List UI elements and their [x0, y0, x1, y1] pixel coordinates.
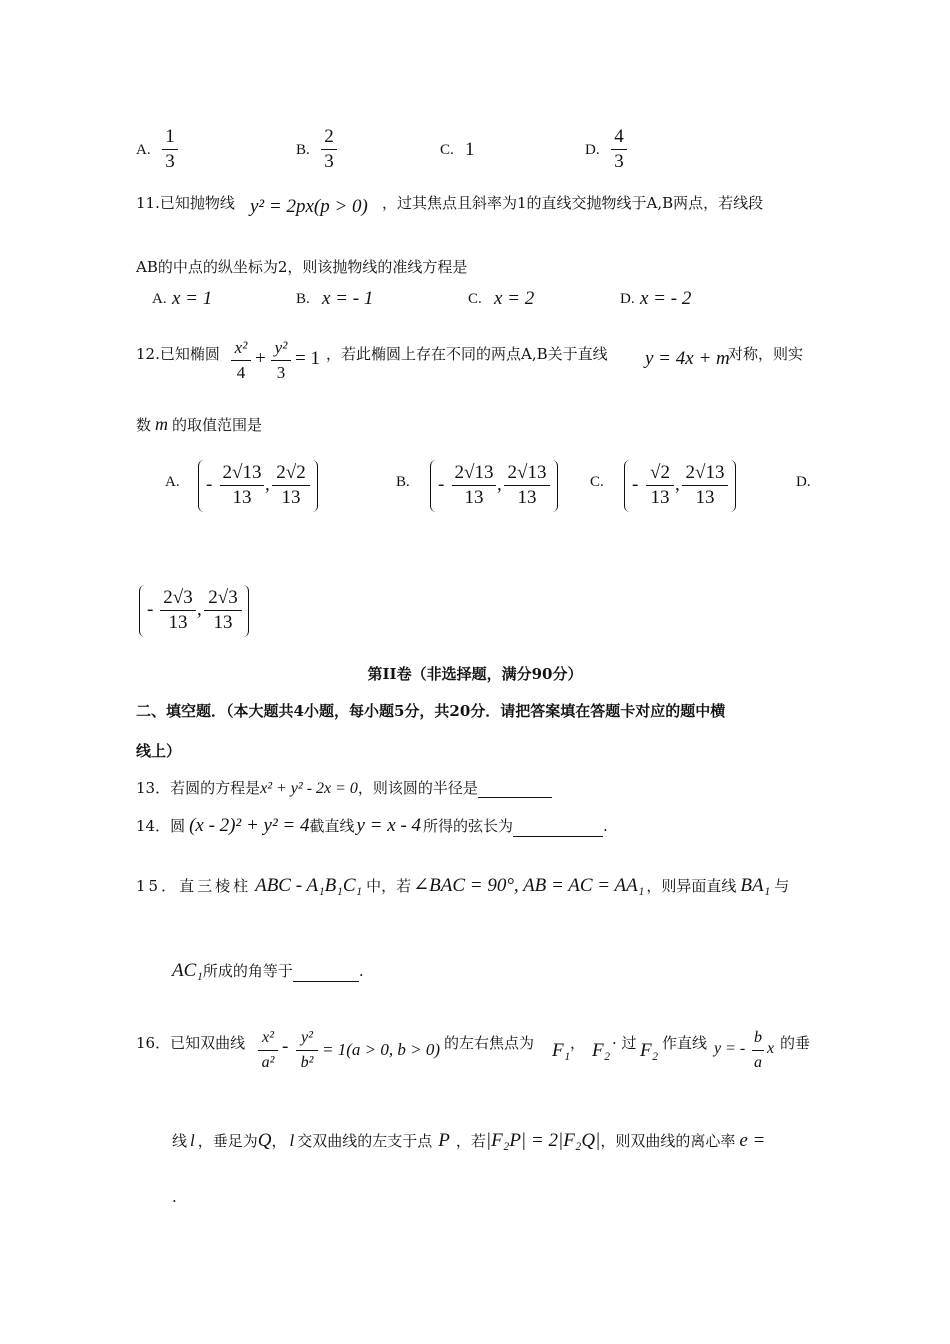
q10-b-den: 3	[324, 151, 334, 172]
q13-prefix: 13．若圆的方程是	[136, 779, 261, 797]
q11-prefix: 11.已知抛物线	[136, 194, 235, 212]
q16-term2	[296, 1028, 318, 1073]
q12-c-n2: 2√13	[685, 462, 725, 483]
q11-option-a-value: x = 1	[172, 288, 213, 309]
q12-b-frac1	[452, 463, 496, 508]
q15-line2	[172, 960, 364, 982]
q11-equation: y² = 2px(p > 0)	[250, 196, 368, 217]
q12-option-b-label: B.	[396, 474, 410, 490]
q15-answer-blank[interactable]	[293, 965, 359, 982]
q10-option-b-fraction	[321, 127, 337, 172]
q16-condition: |F₂P| = 2|F₂Q|	[485, 1130, 601, 1151]
q10-d-den: 3	[614, 151, 624, 172]
q16-f2-a: F₂	[592, 1040, 611, 1061]
q12-b-n2: 2√13	[507, 462, 547, 483]
q16-h-d1: a²	[261, 1054, 275, 1071]
q16-line-lhs: y = -	[714, 1040, 746, 1057]
q12-prefix: 12.已知椭圆	[136, 345, 220, 363]
q16-h-n2: y²	[301, 1029, 313, 1046]
q12-d-n2: 2√3	[208, 587, 238, 608]
q12-d-n1: 2√3	[163, 587, 193, 608]
q10-a-den: 3	[165, 151, 175, 172]
q12-a-d2: 13	[281, 487, 301, 508]
q15-prefix: 15．直三棱柱	[136, 877, 252, 895]
q12-b-frac2	[504, 463, 550, 508]
q13-answer-blank[interactable]	[478, 781, 552, 798]
q15-line1	[136, 874, 789, 897]
q12-line2-a: 数	[136, 416, 152, 434]
q15-mid: 中，若	[366, 877, 412, 895]
q12-a-minus: -	[206, 474, 213, 495]
q16-rhs: = 1(a > 0, b > 0)	[322, 1040, 440, 1059]
q11-option-d-value: x = - 2	[640, 288, 692, 309]
q16-line2-d: 交双曲线的左支于点	[297, 1132, 433, 1150]
q12-c-d2: 13	[695, 487, 715, 508]
q10-option-c-value: 1	[465, 139, 475, 160]
q16-line2-e: ，若	[455, 1132, 486, 1150]
q16-end: .	[172, 1188, 177, 1206]
q14-prefix: 14．圆	[136, 817, 186, 835]
q16-minus: -	[282, 1036, 289, 1057]
q16-line2-b: ，垂足为	[197, 1132, 258, 1150]
q10-option-c-label: C.	[440, 142, 454, 158]
q11-option-d-label: D.	[620, 291, 635, 307]
q14-mid: 截直线	[309, 817, 355, 835]
q12-a-frac2	[272, 463, 310, 508]
q16-p: P	[438, 1130, 450, 1151]
q12-a-d1: 13	[232, 487, 252, 508]
q12-line2	[136, 414, 262, 435]
q12-line: y = 4x + m	[645, 348, 730, 369]
q16-line2-c: ，	[271, 1132, 287, 1150]
q10-option-a-fraction	[162, 127, 178, 172]
q16-term1	[258, 1028, 278, 1073]
q16-l-1: l	[190, 1131, 195, 1150]
q16-prefix: 16．已知双曲线	[136, 1034, 246, 1052]
q16-text3: 作直线	[662, 1034, 708, 1052]
q12-ellipse-rhs: = 1	[295, 348, 320, 369]
q12-d-comma: ,	[197, 599, 202, 620]
q16-line2-f: ，则双曲线的离心率	[600, 1132, 736, 1150]
q12-suffix: 对称，则实	[728, 345, 804, 363]
q12-c-d1: 13	[650, 487, 670, 508]
section2-heading-line2: 线上）	[136, 742, 182, 760]
q14-line-eq: y = x - 4	[356, 815, 422, 836]
q12-a-frac1	[220, 463, 264, 508]
q12-d-d2: 13	[213, 612, 233, 633]
q16-slope-den: a	[754, 1054, 762, 1071]
q16-e: e =	[739, 1130, 766, 1151]
q12-c-frac1	[646, 463, 674, 508]
q12-c-n1: √2	[650, 462, 670, 483]
q16-slope-num: b	[754, 1029, 762, 1046]
q12-ellipse-term1	[231, 338, 251, 383]
q12-d-minus: -	[147, 599, 154, 620]
q12-c-frac2	[682, 463, 728, 508]
q16-h-d2: b²	[300, 1054, 314, 1071]
q11-text: ，过其焦点且斜率为1的直线交抛物线于A,B两点，若线段	[382, 194, 764, 212]
q12-e-d1: 4	[236, 363, 246, 382]
q12-e-d2: 3	[276, 363, 286, 382]
q11-line2: AB的中点的纵坐标为2，则该抛物线的准线方程是	[136, 258, 468, 276]
q16-f2-b: F₂	[640, 1040, 659, 1061]
q12-text: ，若此椭圆上存在不同的两点A,B关于直线	[326, 345, 608, 363]
q15-mid2: ，则异面直线	[646, 877, 737, 895]
q12-line2-b: 的取值范围是	[172, 416, 263, 434]
q12-ellipse-term2	[271, 338, 291, 383]
q10-b-num: 2	[324, 126, 334, 147]
q15-suffix: 所成的角等于	[202, 962, 293, 980]
q12-d-frac1	[160, 588, 196, 633]
q14-line	[136, 815, 608, 837]
q11-option-b-label: B.	[296, 291, 310, 307]
q16-text4: 的垂	[780, 1034, 811, 1052]
q12-option-d-label: D.	[796, 474, 811, 490]
q11-option-a-label: A.	[152, 291, 167, 307]
q16-q: Q	[257, 1130, 272, 1151]
section2-title: 第II卷（非选择题，满分90分）	[367, 665, 583, 683]
q15-end: .	[358, 962, 364, 980]
q12-b-minus: -	[438, 474, 445, 495]
q12-plus: +	[255, 348, 266, 369]
q12-option-a-label: A.	[165, 474, 180, 490]
q12-b-d2: 13	[517, 487, 537, 508]
q16-text2: · 过	[612, 1034, 637, 1052]
q12-d-d1: 13	[168, 612, 188, 633]
section2-heading-line1: 二、填空题．（本大题共4小题，每小题5分，共20分．请把答案填在答题卡对应的题中横	[136, 702, 726, 720]
q10-d-num: 4	[614, 126, 624, 147]
q12-b-comma: ,	[497, 474, 502, 495]
q13-equation: x² + y² - 2x = 0	[260, 780, 358, 797]
q12-b-d1: 13	[464, 487, 484, 508]
q16-text1: 的左右焦点为	[444, 1034, 535, 1052]
q12-option-c-label: C.	[590, 474, 604, 490]
q16-f1: F₁	[552, 1040, 571, 1061]
q15-prism: ABC - A₁B₁C₁	[255, 875, 363, 896]
q10-option-d-label: D.	[585, 142, 600, 158]
q16-line-x: x	[767, 1040, 775, 1057]
q12-d-frac2	[204, 588, 242, 633]
q16-line2	[172, 1130, 765, 1152]
q10-option-a-label: A.	[136, 142, 151, 158]
q10-a-num: 1	[165, 126, 175, 147]
q14-equation: (x - 2)² + y² = 4	[189, 815, 310, 836]
q12-e-n2: y²	[274, 338, 288, 357]
q15-with: 与	[774, 877, 790, 895]
q14-answer-blank[interactable]	[513, 820, 603, 837]
q16-h-n1: x²	[262, 1029, 274, 1046]
q12-c-comma: ,	[675, 474, 680, 495]
q13-suffix: ，则该圆的半径是	[357, 779, 478, 797]
q12-c-minus: -	[632, 474, 639, 495]
q16-comma: ，	[570, 1034, 586, 1052]
q12-m: m	[155, 414, 169, 434]
q14-end: .	[603, 817, 608, 835]
q10-option-d-fraction	[611, 127, 627, 172]
q12-a-n1: 2√13	[222, 462, 262, 483]
q10-option-b-label: B.	[296, 142, 310, 158]
q14-suffix: 所得的弦长为	[423, 817, 514, 835]
q11-option-c-value: x = 2	[494, 288, 535, 309]
q12-e-n1: x²	[234, 338, 248, 357]
q11-option-c-label: C.	[468, 291, 482, 307]
q12-a-comma: ,	[265, 474, 270, 495]
q15-ba1: BA₁	[740, 875, 771, 896]
q11-option-b-value: x = - 1	[322, 288, 374, 309]
q13-line	[136, 777, 552, 798]
q15-ac1: AC₁	[172, 960, 203, 981]
q15-condition: ∠BAC = 90°, AB = AC = AA₁	[413, 875, 645, 896]
q16-l-2: l	[289, 1131, 295, 1150]
q12-a-n2: 2√2	[276, 462, 306, 483]
q16-line-slope	[752, 1028, 764, 1073]
q12-b-n1: 2√13	[454, 462, 494, 483]
q16-line2-a: 线	[172, 1132, 188, 1150]
